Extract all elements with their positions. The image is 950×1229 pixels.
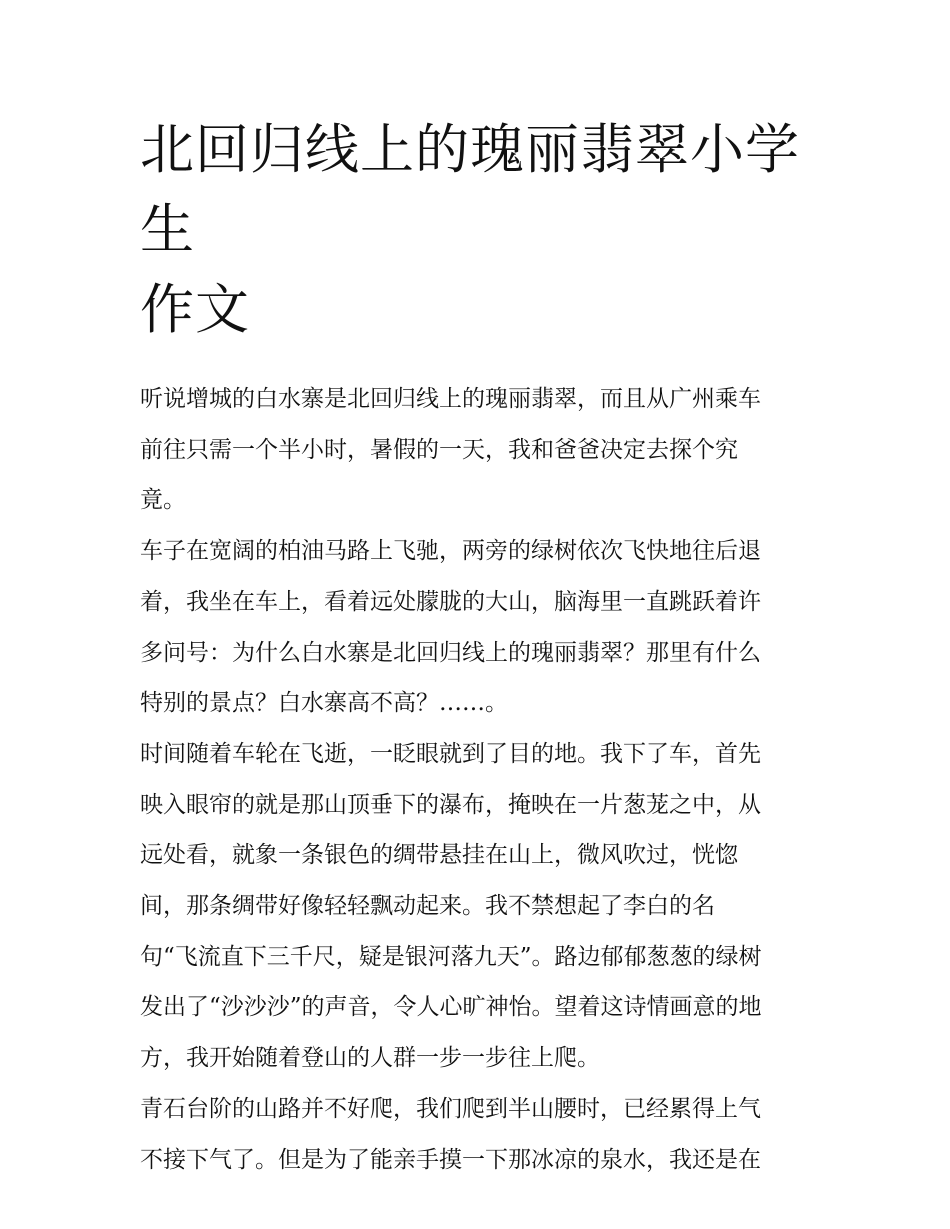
page-title	[140, 110, 812, 350]
text-line: 方，我开始随着登山的人群一步一步往上爬。	[140, 1045, 600, 1072]
paragraph-1	[140, 374, 812, 526]
text-line: 竟。	[140, 487, 186, 514]
text-line: 不接下气了。但是为了能亲手摸一下那冰凉的泉水，我还是在	[140, 1146, 761, 1173]
text-line: 句“飞流直下三千尺，疑是银河落九天”。路边郁郁葱葱的绿树	[140, 943, 762, 970]
text-line: 映入眼帘的就是那山顶垂下的瀑布，掩映在一片葱茏之中，从	[140, 791, 761, 818]
title-line-1: 北回归线上的瑰丽翡翠小学生	[140, 118, 800, 261]
document-page	[140, 110, 812, 1185]
title-line-2: 作文	[140, 278, 250, 341]
text-line: 着，我坐在车上，看着远处朦胧的大山，脑海里一直跳跃着许	[140, 588, 761, 615]
text-line: 前往只需一个半小时，暑假的一天，我和爸爸决定去探个究	[140, 436, 738, 463]
text-line: 特别的景点？白水寨高不高？……。	[140, 690, 508, 717]
paragraph-3	[140, 729, 812, 1084]
text-line: 青石台阶的山路并不好爬，我们爬到半山腰时，已经累得上气	[140, 1095, 761, 1122]
text-line: 远处看，就象一条银色的绸带悬挂在山上，微风吹过，恍惚	[140, 842, 738, 869]
text-line: 多问号：为什么白水寨是北回归线上的瑰丽翡翠？那里有什么	[140, 639, 761, 666]
text-line: 间，那条绸带好像轻轻飘动起来。我不禁想起了李白的名	[140, 893, 715, 920]
text-line: 时间随着车轮在飞逝，一眨眼就到了目的地。我下了车，首先	[140, 740, 761, 767]
text-line: 听说增城的白水寨是北回归线上的瑰丽翡翠，而且从广州乘车	[140, 386, 761, 412]
text-line: 车子在宽阔的柏油马路上飞驰，两旁的绿树依次飞快地往后退	[140, 538, 761, 565]
essay-body	[140, 374, 812, 1185]
text-line: 发出了“沙沙沙”的声音，令人心旷神怡。望着这诗情画意的地	[140, 994, 762, 1021]
paragraph-4	[140, 1084, 812, 1185]
paragraph-2	[140, 526, 812, 729]
